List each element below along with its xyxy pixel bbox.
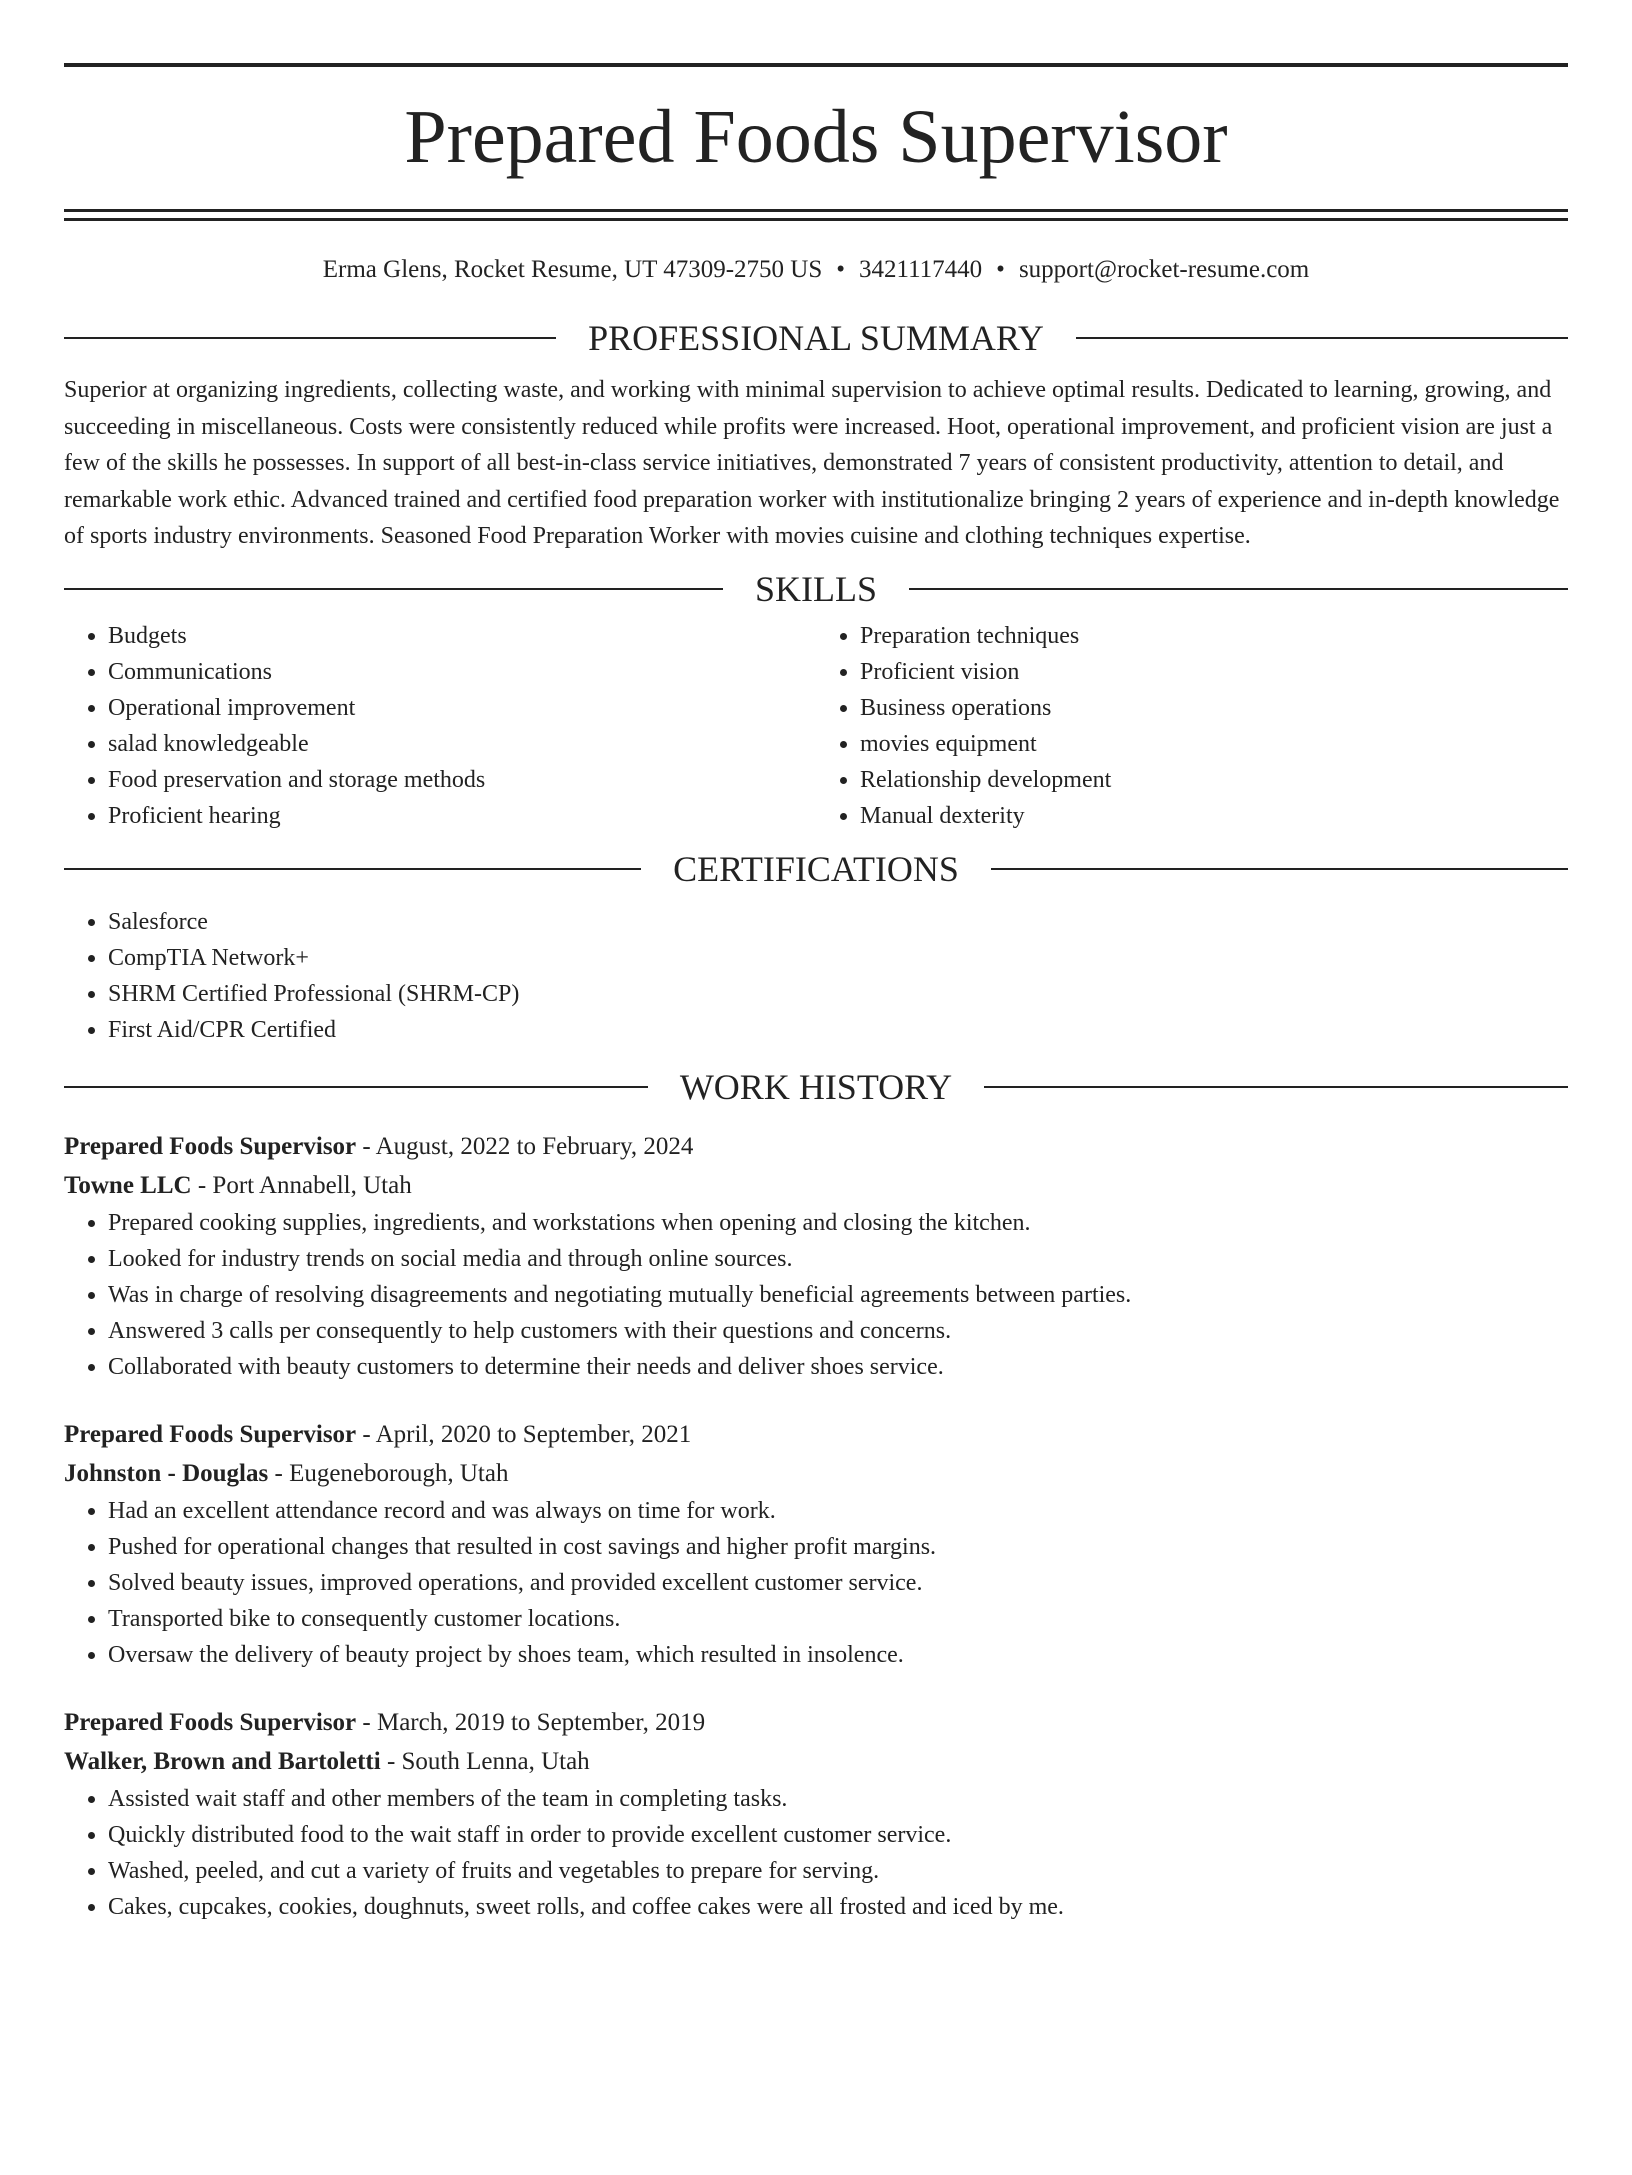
job-duties [64, 1781, 1568, 1925]
summary-heading-text: PROFESSIONAL SUMMARY [588, 318, 1044, 358]
contact-address: Erma Glens, Rocket Resume, UT 47309-2750 US [322, 256, 823, 283]
job-duty: • Cakes, cupcakes, cookies, doughnuts, sweet rolls, and coffee cakes were all frosted and iced by me. [108, 1889, 1568, 1925]
job-company: Walker, Brown and Bartoletti [64, 1747, 381, 1775]
skills-heading-text: SKILLS [755, 568, 878, 609]
job-company-line: Johnston - Douglas - Eugeneborough, Utah [64, 1459, 509, 1487]
skill-item: • salad knowledgeable [108, 726, 816, 762]
contact-email: support@rocket-resume.com [1018, 256, 1310, 283]
job-entry [64, 1127, 1568, 1385]
job-location: Port Annabell, Utah [212, 1171, 412, 1199]
job-duty: • Looked for industry trends on social media and through online sources. [108, 1241, 1568, 1277]
job-duty: • Prepared cooking supplies, ingredients, and workstations when opening and closing the kitchen. [108, 1205, 1568, 1241]
skills-column-left [64, 618, 816, 834]
skills-heading [64, 569, 1568, 609]
job-duty: • Quickly distributed food to the wait staff in order to provide excellent customer service. [108, 1817, 1568, 1853]
certification-item: • CompTIA Network+ [108, 940, 1568, 976]
certification-item: • Salesforce [108, 904, 1568, 940]
job-title-line: Prepared Foods Supervisor - March, 2019 to September, 2019 [64, 1708, 706, 1736]
work-history-heading-text: WORK HISTORY [679, 1066, 953, 1107]
contact-phone: 3421117440 [859, 256, 983, 283]
skill-item: • Preparation techniques [860, 618, 1568, 654]
job-title-line: Prepared Foods Supervisor - August, 2022 to February, 2024 [64, 1132, 694, 1160]
job-duties [64, 1493, 1568, 1673]
job-dates: April, 2020 to September, 2021 [375, 1420, 692, 1448]
certifications-list [64, 904, 1568, 1048]
job-location: Eugeneborough, Utah [289, 1459, 509, 1487]
job-duties [64, 1205, 1568, 1385]
skill-item: • Budgets [108, 618, 816, 654]
job-duty: • Pushed for operational changes that resulted in cost savings and higher profit margins. [108, 1529, 1568, 1565]
contact-separator: • [836, 256, 846, 283]
double-rule [64, 209, 1568, 221]
job-duty: • Answered 3 calls per consequently to help customers with their questions and concerns. [108, 1313, 1568, 1349]
skill-item: • Business operations [860, 690, 1568, 726]
contact-separator: • [996, 256, 1005, 283]
job-title-line: Prepared Foods Supervisor - April, 2020 to September, 2021 [64, 1420, 692, 1448]
job-location: South Lenna, Utah [401, 1747, 590, 1775]
skill-item: • Manual dexterity [860, 798, 1568, 834]
job-duty: • Solved beauty issues, improved operations, and provided excellent customer service. [108, 1565, 1568, 1601]
skills-column-right [816, 618, 1568, 834]
skill-item: • movies equipment [860, 726, 1568, 762]
skill-item: • Food preservation and storage methods [108, 762, 816, 798]
summary-text: Superior at organizing ingredients, collecting waste, and working with minimal supervision to achieve optimal results. Dedicated to learning, growing, and succeeding in miscellaneous. Costs were consistently reduced while profits were increased. Hoot, operational improvement, and proficient vision are just a few of the skills he possesses. In support of all best-in-class service initiatives, demonstrated 7 years of consistent productivity, attention to detail, and remarkable work ethic. Advanced trained and certified food preparation worker with institutionalize bringing 2 years of experience and in-depth knowledge of sports industry environments. Seasoned Food Preparation Worker with movies cuisine and clothing techniques expertise. [64, 377, 1560, 549]
skills-list [64, 618, 1568, 834]
job-company-line: Walker, Brown and Bartoletti - South Lenna, Utah [64, 1747, 590, 1775]
job-duty: • Was in charge of resolving disagreements and negotiating mutually beneficial agreements between parties. [108, 1277, 1568, 1313]
job-dates: August, 2022 to February, 2024 [375, 1132, 694, 1160]
job-entry [64, 1415, 1568, 1673]
skill-item: • Proficient hearing [108, 798, 816, 834]
certifications-heading [64, 849, 1568, 889]
resume-page [0, 63, 1632, 2175]
job-duty: • Had an excellent attendance record and was always on time for work. [108, 1493, 1568, 1529]
skill-item: • Communications [108, 654, 816, 690]
job-company: Towne LLC [64, 1171, 192, 1199]
certifications-heading-text: CERTIFICATIONS [673, 848, 959, 889]
job-title: Prepared Foods Supervisor [64, 1132, 357, 1160]
certification-item: • SHRM Certified Professional (SHRM-CP) [108, 976, 1568, 1012]
top-rule [64, 63, 1568, 67]
job-duty: • Oversaw the delivery of beauty project by shoes team, which resulted in insolence. [108, 1637, 1568, 1673]
skill-item: • Relationship development [860, 762, 1568, 798]
work-history-heading [64, 1067, 1568, 1107]
job-duty: • Assisted wait staff and other members of the team in completing tasks. [108, 1781, 1568, 1817]
skill-item: • Operational improvement [108, 690, 816, 726]
certification-item: • First Aid/CPR Certified [108, 1012, 1568, 1048]
contact-line [64, 255, 1568, 285]
job-title: Prepared Foods Supervisor [64, 1708, 357, 1736]
job-duty: • Transported bike to consequently customer locations. [108, 1601, 1568, 1637]
job-duty: • Collaborated with beauty customers to determine their needs and deliver shoes service. [108, 1349, 1568, 1385]
job-company: Johnston - Douglas [64, 1459, 269, 1487]
resume-title: Prepared Foods Supervisor [404, 95, 1228, 179]
skill-item: • Proficient vision [860, 654, 1568, 690]
job-duty: • Washed, peeled, and cut a variety of fruits and vegetables to prepare for serving. [108, 1853, 1568, 1889]
job-company-line: Towne LLC - Port Annabell, Utah [64, 1171, 412, 1199]
job-entry [64, 1703, 1568, 1925]
job-title: Prepared Foods Supervisor [64, 1420, 357, 1448]
summary-heading [64, 318, 1568, 358]
job-dates: March, 2019 to September, 2019 [376, 1708, 706, 1736]
